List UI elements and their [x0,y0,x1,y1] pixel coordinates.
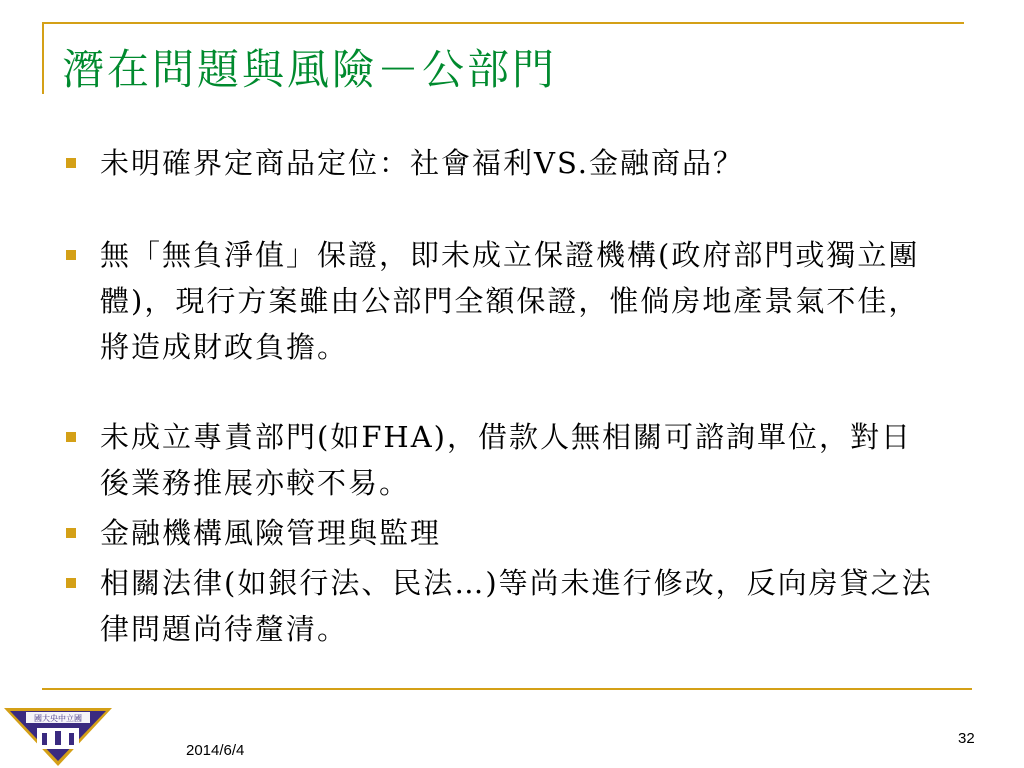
bullet-item-4 [66,510,966,556]
square-bullet-icon [66,158,76,168]
bullet-text: 無「無負淨值」保證，即未成立保證機構(政府部門或獨立團體)，現行方案雖由公部門全額保證，惟倘房地產景氣不佳，將造成財政負擔。 [100,238,920,364]
university-logo-icon [2,706,114,768]
bullet-text: 未成立專責部門(如FHA)，借款人無相關可諮詢單位，對日後業務推展亦較不易。 [100,420,912,500]
bullet-item-2 [66,232,966,370]
bullet-text: 金融機構風險管理與監理 [100,516,442,550]
top-frame-line [42,22,964,24]
square-bullet-icon [66,432,76,442]
square-bullet-icon [66,250,76,260]
square-bullet-icon [66,578,76,588]
bullet-item-3 [66,414,966,506]
slide-title: 潛在問題與風險－公部門 [62,45,558,94]
footer-divider [42,688,972,690]
bullet-item-5 [66,560,966,652]
page-number: 32 [958,730,975,747]
bullet-text: 未明確界定商品定位：社會福利VS.金融商品？ [100,146,744,180]
bullet-list [66,140,966,652]
square-bullet-icon [66,528,76,538]
slide-date: 2014/6/4 [186,742,245,759]
logo-text: 國大央中立國 [34,714,82,723]
bullet-item-1 [66,140,966,186]
bullet-text: 相關法律(如銀行法、民法…)等尚未進行修改，反向房貸之法律問題尚待釐清。 [100,566,933,646]
left-frame-line [42,22,44,94]
